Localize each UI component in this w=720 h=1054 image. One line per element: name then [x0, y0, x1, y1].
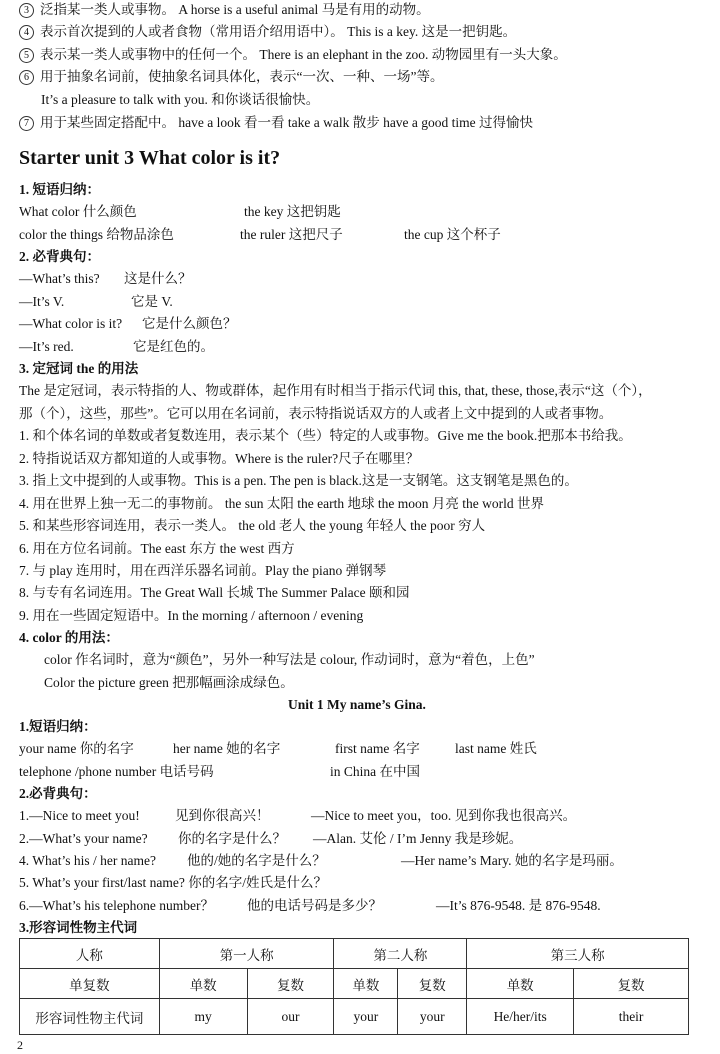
- phrase: the key 这把钥匙: [244, 204, 341, 219]
- page-number: 2: [17, 1038, 23, 1052]
- paragraph: Color the picture green 把那幅画涂成绿色。: [44, 675, 294, 690]
- table-cell: your: [334, 999, 398, 1035]
- paragraph: color 作名词时，意为“颜色”，另外一种写法是 colour, 作动词时，意为“着色，上色”: [44, 652, 535, 667]
- subsection-title: 1. 短语归纳：: [19, 182, 100, 197]
- sentence-zh: 它是 V.: [131, 294, 173, 309]
- rule-item: 2. 特指说话双方都知道的人或事物。Where is the ruler?尺子在哪里？: [19, 451, 420, 466]
- sentence-en: 5. What’s your first/last name? 你的名字/姓氏是什么？: [19, 875, 327, 890]
- circled-number: 6: [19, 70, 34, 85]
- table-header-cell: 第三人称: [467, 939, 689, 969]
- sentence-zh: 它是红色的。: [133, 339, 214, 354]
- sentence-en: —It’s V.: [19, 294, 65, 309]
- rule-item: 7. 与 play 连用时，用在西洋乐器名词前。Play the piano 弹钢琴: [19, 563, 387, 578]
- table-cell: your: [398, 999, 467, 1035]
- subsection-title: 1.短语归纳：: [19, 719, 97, 734]
- phrase: the cup 这个杯子: [404, 227, 501, 242]
- usage-item-3: 3 泛指某一类人或事物。 A horse is a useful animal 马是有用的动物。: [19, 0, 430, 20]
- sentence-en: —What color is it?: [19, 316, 123, 331]
- subsection-title: 3. 定冠词 the 的用法: [19, 361, 139, 376]
- table-cell: 复数: [398, 969, 467, 999]
- subsection-title: 2. 必背典句：: [19, 249, 100, 264]
- usage-item-5: 5 表示某一类人或事物中的任何一个。 There is an elephant in the zoo. 动物园里有一头大象。: [19, 45, 567, 65]
- subsection-title: 4. color 的用法：: [19, 630, 119, 645]
- table-cell: 单数: [334, 969, 398, 999]
- sentence-en: —It’s red.: [19, 339, 74, 354]
- sentence-reply: —Her name’s Mary. 她的名字是玛丽。: [401, 853, 623, 868]
- sentence-en: 6.—What’s his telephone number？: [19, 898, 214, 913]
- rule-item: 3. 指上文中提到的人或事物。This is a pen. The pen is black.这是一支钢笔。这支钢笔是黑色的。: [19, 473, 578, 488]
- sentence-en: 2.—What’s your name?: [19, 831, 148, 846]
- phrase: your name 你的名字: [19, 741, 134, 756]
- table-header-cell: 人称: [20, 939, 160, 969]
- table-header-cell: 第二人称: [334, 939, 467, 969]
- table-cell: their: [574, 999, 689, 1035]
- sentence-zh: 他的/她的名字是什么？: [187, 853, 326, 868]
- subsection-title: 2.必背典句：: [19, 786, 97, 801]
- table-cell: 复数: [247, 969, 334, 999]
- circled-number: 3: [19, 3, 34, 18]
- usage-item-6: 6 用于抽象名词前，使抽象名词具体化，表示“一次、一种、一场”等。: [19, 67, 443, 87]
- table-row: [20, 999, 689, 1035]
- table-cell: 单数: [159, 969, 247, 999]
- sentence-zh: 你的名字是什么？: [178, 831, 286, 846]
- phrase: last name 姓氏: [455, 741, 537, 756]
- phrase: telephone /phone number 电话号码: [19, 764, 214, 779]
- table-cell: 单数: [467, 969, 574, 999]
- paragraph: 那（个），这些，那些”。它可以用在名词前，表示特指说话双方的人或者上文中提到的人或者事物。: [19, 406, 613, 421]
- table-row: [20, 939, 689, 969]
- circled-number: 7: [19, 116, 34, 131]
- table-cell: He/her/its: [467, 999, 574, 1035]
- phrase: color the things 给物品涂色: [19, 227, 174, 242]
- circled-number: 5: [19, 48, 34, 63]
- rule-item: 8. 与专有名词连用。The Great Wall 长城 The Summer Palace 颐和园: [19, 585, 410, 600]
- table-header-cell: 第一人称: [159, 939, 334, 969]
- rule-item: 9. 用在一些固定短语中。In the morning / afternoon / evening: [19, 608, 364, 623]
- phrase: in China 在中国: [330, 764, 420, 779]
- phrase: her name 她的名字: [173, 741, 281, 756]
- sentence-zh: 它是什么颜色？: [142, 316, 237, 331]
- sentence-zh: 这是什么？: [124, 271, 192, 286]
- pronoun-table: [19, 938, 689, 1035]
- phrase: What color 什么颜色: [19, 204, 137, 219]
- paragraph: The 是定冠词，表示特指的人、物或群体，起作用有时相当于指示代词 this, that, these, those,表示“这（个），: [19, 383, 652, 398]
- sentence-en: —What’s this?: [19, 271, 100, 286]
- sentence-en: 1.—Nice to meet you!: [19, 808, 140, 823]
- unit-title: Unit 1 My name’s Gina.: [288, 697, 426, 712]
- section-title: Starter unit 3 What color is it?: [19, 147, 281, 169]
- rule-item: 1. 和个体名词的单数或者复数连用，表示某个（些）特定的人或事物。Give me the book.把那本书给我。: [19, 428, 632, 443]
- subsection-title: 3.形容词性物主代词: [19, 920, 138, 935]
- circled-number: 4: [19, 25, 34, 40]
- phrase: first name 名字: [335, 741, 420, 756]
- sentence-en: 4. What’s his / her name?: [19, 853, 156, 868]
- sentence-reply: —Alan. 艾伦 / I’m Jenny 我是珍妮。: [313, 831, 523, 846]
- rule-item: 6. 用在方位名词前。The east 东方 the west 西方: [19, 541, 295, 556]
- table-cell: 单复数: [20, 969, 160, 999]
- table-row: [20, 969, 689, 999]
- usage-item-7: 7 用于某些固定搭配中。 have a look 看一看 take a walk 散步 have a good time 过得愉快: [19, 113, 533, 133]
- table-cell: my: [159, 999, 247, 1035]
- table-cell: our: [247, 999, 334, 1035]
- usage-example: It’s a pleasure to talk with you. 和你谈话很愉快。: [41, 92, 320, 107]
- usage-item-4: 4 表示首次提到的人或者食物（常用语介绍用语中）。 This is a key. 这是一把钥匙。: [19, 22, 516, 42]
- sentence-reply: —It’s 876-9548. 是 876-9548.: [436, 898, 601, 913]
- sentence-zh: 他的电话号码是多少？: [247, 898, 382, 913]
- sentence-reply: —Nice to meet you，too. 见到你我也很高兴。: [311, 808, 577, 823]
- rule-item: 5. 和某些形容词连用，表示一类人。 the old 老人 the young 年轻人 the poor 穷人: [19, 518, 486, 533]
- phrase: the ruler 这把尺子: [240, 227, 343, 242]
- rule-item: 4. 用在世界上独一无二的事物前。 the sun 太阳 the earth 地球 the moon 月亮 the world 世界: [19, 496, 544, 511]
- table-cell: 复数: [574, 969, 689, 999]
- table-cell: 形容词性物主代词: [20, 999, 160, 1035]
- sentence-zh: 见到你很高兴！: [175, 808, 270, 823]
